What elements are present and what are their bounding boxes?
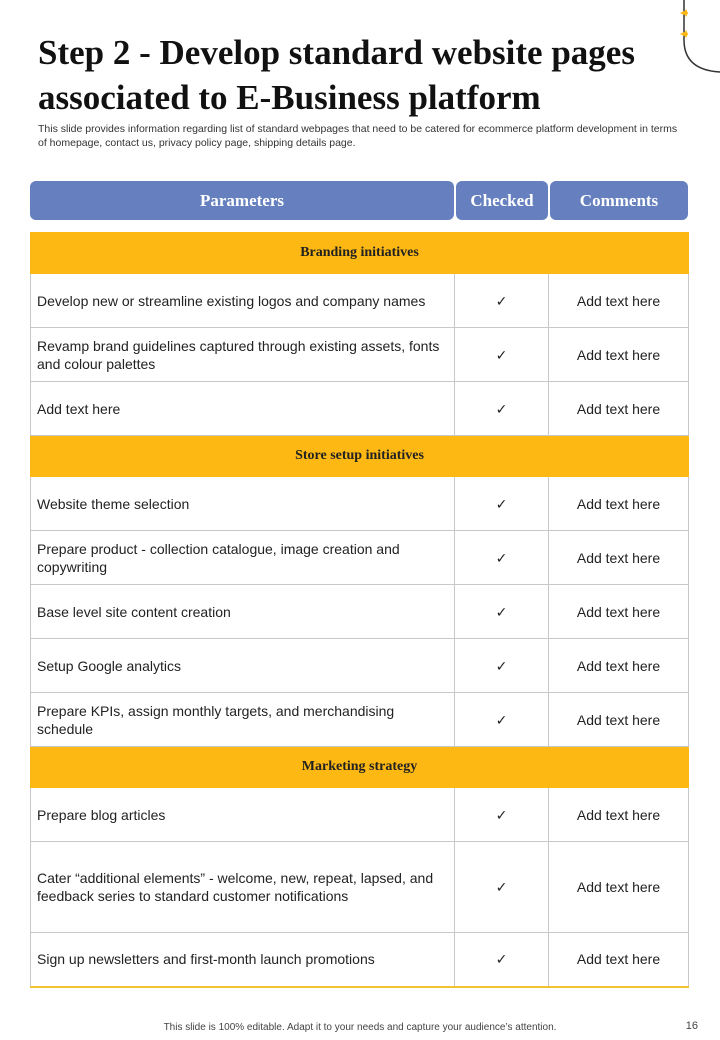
comment-cell: Add text here: [549, 382, 689, 436]
check-icon: ✓: [455, 933, 549, 987]
comment-cell: Add text here: [549, 328, 689, 382]
comment-cell: Add text here: [549, 693, 689, 747]
footer-note: This slide is 100% editable. Adapt it to your needs and capture your audience’s attention.: [163, 1022, 557, 1033]
header-comments: Comments: [550, 181, 688, 220]
section-title: Marketing strategy: [31, 747, 689, 788]
table-row: [31, 788, 689, 842]
parameter-cell: Sign up newsletters and first-month launch promotions: [31, 933, 455, 987]
check-icon: ✓: [455, 639, 549, 693]
parameter-cell: Develop new or streamline existing logos and company names: [31, 274, 455, 328]
check-icon: ✓: [455, 693, 549, 747]
table-row: [31, 531, 689, 585]
header-checked: Checked: [456, 181, 548, 220]
check-icon: ✓: [455, 842, 549, 933]
parameter-cell: Prepare blog articles: [31, 788, 455, 842]
section-title: Store setup initiatives: [31, 436, 689, 477]
comment-cell: Add text here: [549, 639, 689, 693]
section-title: Branding initiatives: [31, 233, 689, 274]
check-icon: ✓: [455, 274, 549, 328]
parameter-cell: Add text here: [31, 382, 455, 436]
parameters-table: [30, 232, 689, 988]
parameter-cell: Cater “additional elements” - welcome, new, repeat, lapsed, and feedback series to standard customer notifications: [31, 842, 455, 933]
table-row: [31, 693, 689, 747]
comment-cell: Add text here: [549, 531, 689, 585]
page-subtitle: This slide provides information regarding list of standard webpages that need to be catered for ecommerce platform development in terms of homepage, contact us, privacy policy page, shipping details page.: [38, 123, 678, 149]
table-row: [31, 639, 689, 693]
comment-cell: Add text here: [549, 933, 689, 987]
section-row: [31, 436, 689, 477]
check-icon: ✓: [455, 788, 549, 842]
check-icon: ✓: [455, 585, 549, 639]
table-row: [31, 274, 689, 328]
comment-cell: Add text here: [549, 585, 689, 639]
check-icon: ✓: [455, 531, 549, 585]
page-number: 16: [685, 1020, 698, 1032]
page-title: Step 2 - Develop standard website pages associated to E-Business platform: [38, 33, 635, 117]
table-row: [31, 933, 689, 987]
comment-cell: Add text here: [549, 788, 689, 842]
section-row: [31, 747, 689, 788]
comment-cell: Add text here: [549, 477, 689, 531]
table-row: [31, 477, 689, 531]
table-row: [31, 328, 689, 382]
parameter-cell: Prepare KPIs, assign monthly targets, and merchandising schedule: [31, 693, 455, 747]
parameter-cell: Website theme selection: [31, 477, 455, 531]
check-icon: ✓: [455, 477, 549, 531]
comment-cell: Add text here: [549, 842, 689, 933]
table-row: [31, 382, 689, 436]
check-icon: ✓: [455, 328, 549, 382]
comment-cell: Add text here: [549, 274, 689, 328]
section-row: [31, 233, 689, 274]
header-parameters: Parameters: [30, 181, 454, 220]
table-header: [30, 181, 688, 220]
check-icon: ✓: [455, 382, 549, 436]
parameter-cell: Prepare product - collection catalogue, image creation and copywriting: [31, 531, 455, 585]
table-row: [31, 842, 689, 933]
parameter-cell: Setup Google analytics: [31, 639, 455, 693]
parameter-cell: Base level site content creation: [31, 585, 455, 639]
table-row: [31, 585, 689, 639]
parameter-cell: Revamp brand guidelines captured through existing assets, fonts and colour palettes: [31, 328, 455, 382]
